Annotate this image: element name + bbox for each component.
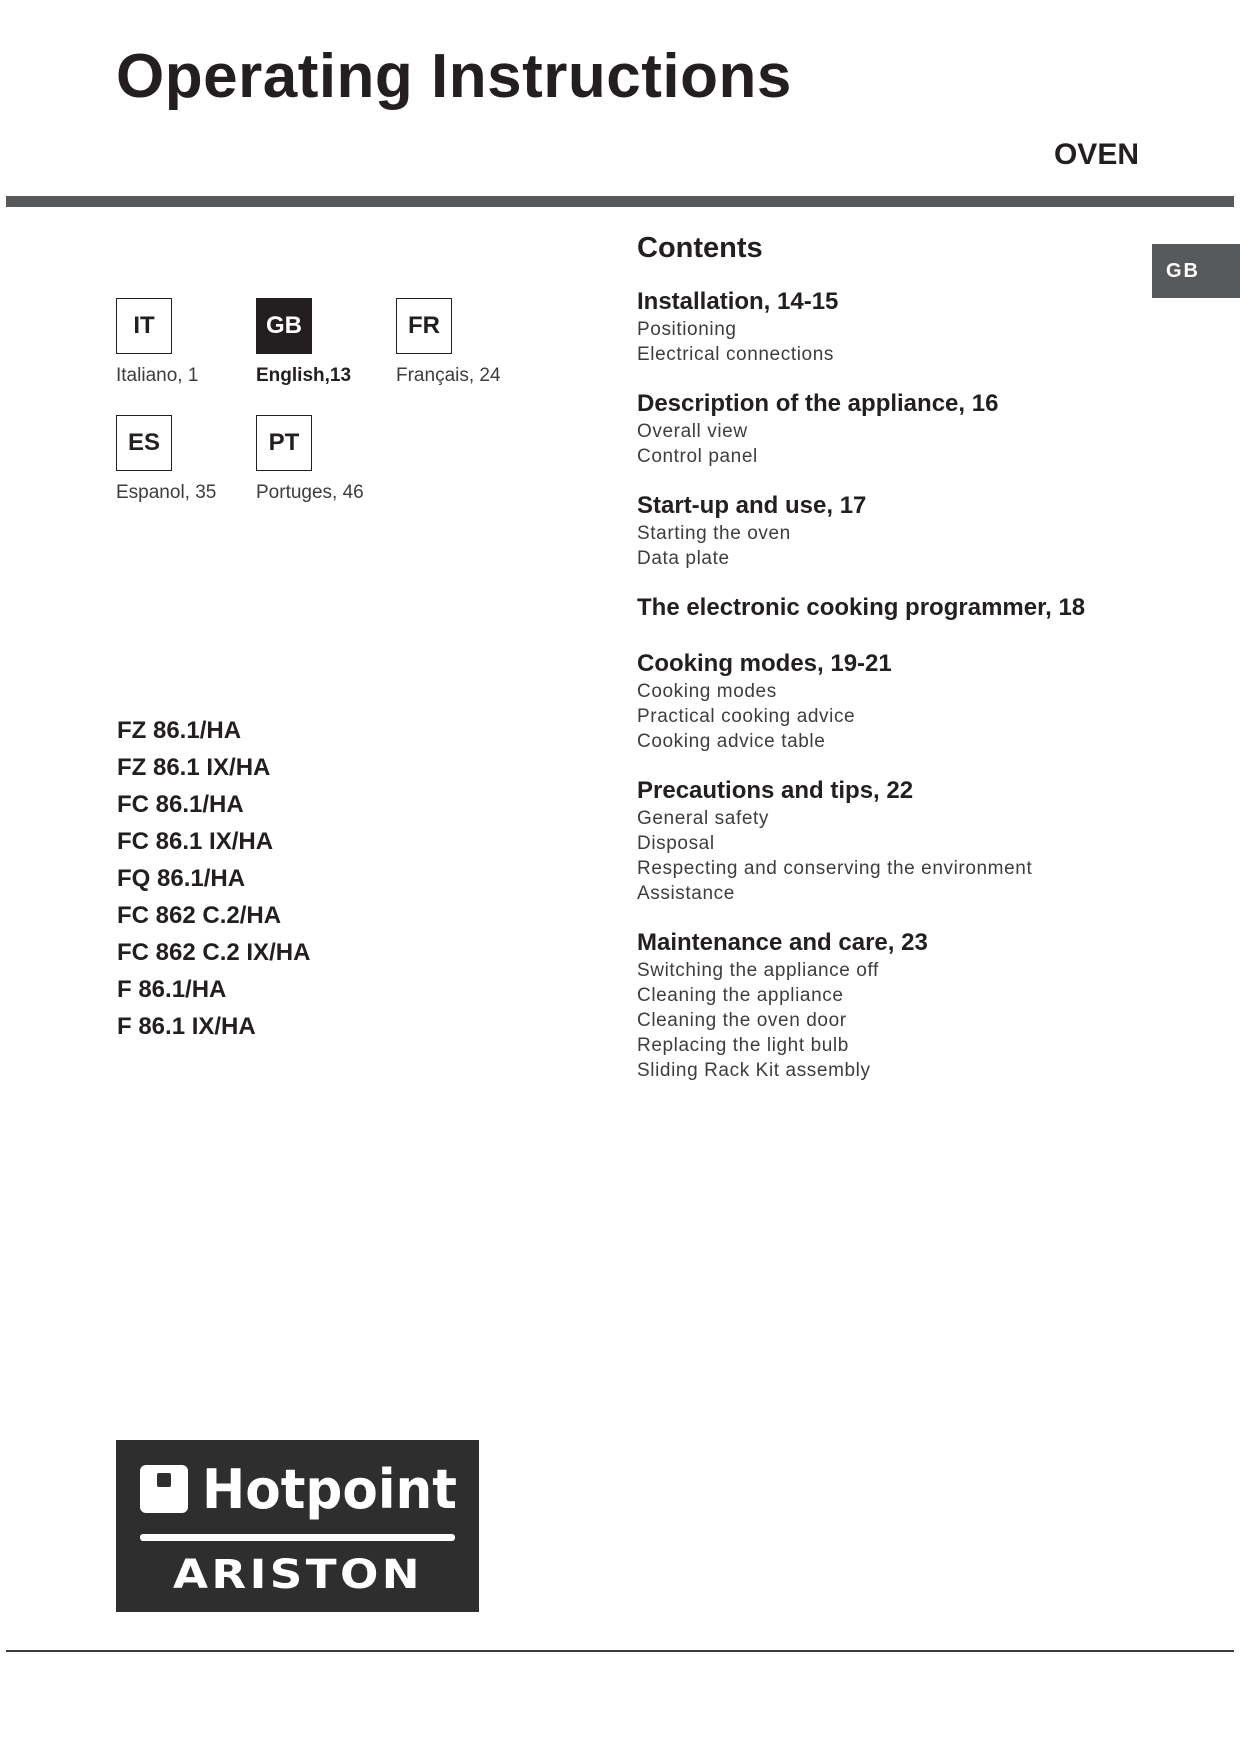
section-item: Disposal [637,833,715,854]
model-item: FZ 86.1/HA [117,717,242,744]
section-item: Replacing the light bulb [637,1035,849,1056]
section-link-description[interactable]: Description of the appliance, 16 [637,390,999,417]
model-item: F 86.1 IX/HA [117,1013,256,1040]
header-divider [6,196,1234,207]
section-items [637,419,1137,469]
contents-section [637,389,1137,469]
section-item: Positioning [637,319,737,340]
logo-square-notch [157,1473,171,1487]
table-of-contents [637,234,1137,1105]
contents-section [637,649,1137,754]
language-fr[interactable] [396,298,501,387]
language-label: Français, 24 [396,365,501,386]
contents-heading: Contents [637,232,763,264]
section-items [637,521,1137,571]
logo-square-icon [140,1465,188,1513]
model-item: FC 86.1/HA [117,791,244,818]
logo-graphic [116,1440,479,1612]
language-es[interactable] [116,415,216,504]
section-item: Cleaning the appliance [637,985,844,1006]
language-label: Italiano, 1 [116,365,199,386]
hotpoint-ariston-logo [116,1440,479,1612]
section-items [637,806,1137,906]
language-code-box: FR [396,298,452,354]
section-link-precautions[interactable]: Precautions and tips, 22 [637,777,914,804]
model-item: F 86.1/HA [117,976,227,1003]
language-code-box: PT [256,415,312,471]
section-item: Overall view [637,421,748,442]
model-item: FZ 86.1 IX/HA [117,754,271,781]
contents-section [637,928,1137,1083]
section-items [637,958,1137,1083]
section-item: Data plate [637,548,730,569]
section-item: Starting the oven [637,523,791,544]
contents-section [637,287,1137,367]
section-item: Cooking advice table [637,731,826,752]
section-link-maintenance[interactable]: Maintenance and care, 23 [637,929,928,956]
section-link-cooking-modes[interactable]: Cooking modes, 19-21 [637,650,892,677]
model-item: FC 862 C.2 IX/HA [117,939,311,966]
document-title: Operating Instructions [116,42,792,111]
language-it[interactable] [116,298,198,387]
section-item: Cooking modes [637,681,777,702]
language-label: Espanol, 35 [116,482,217,503]
section-item: Cleaning the oven door [637,1010,847,1031]
section-item: Control panel [637,446,758,467]
logo-wordmark-hotpoint: Hotpoint [202,1458,457,1521]
model-list [117,712,310,1045]
contents-section [637,593,1137,623]
section-link-start-up[interactable]: Start-up and use, 17 [637,492,867,519]
language-code-box: IT [116,298,172,354]
section-items [637,679,1137,754]
section-item: Practical cooking advice [637,706,856,727]
language-label: English,13 [256,365,352,386]
language-label: Portuges, 46 [256,482,364,503]
model-item: FQ 86.1/HA [117,865,246,892]
section-item: Electrical connections [637,344,834,365]
section-item: Assistance [637,883,735,904]
language-gb[interactable] [256,298,351,387]
section-item: General safety [637,808,769,829]
section-link-programmer[interactable]: The electronic cooking programmer, 18 [637,594,1086,621]
section-item: Sliding Rack Kit assembly [637,1060,871,1081]
contents-section [637,776,1137,906]
logo-wordmark-ariston: ARISTON [173,1552,423,1598]
contents-section [637,491,1137,571]
document-subtitle: OVEN [1053,138,1139,171]
language-code-box: ES [116,415,172,471]
section-link-installation[interactable]: Installation, 14-15 [637,288,839,315]
logo-divider [140,1534,455,1541]
model-item: FC 86.1 IX/HA [117,828,274,855]
language-code-box: GB [256,298,312,354]
model-item: FC 862 C.2/HA [117,902,282,929]
section-item: Switching the appliance off [637,960,879,981]
section-items [637,317,1137,367]
section-item: Respecting and conserving the environment [637,858,1033,879]
footer-divider [6,1650,1234,1652]
language-side-tab: GB [1152,244,1240,298]
language-pt[interactable] [256,415,364,504]
